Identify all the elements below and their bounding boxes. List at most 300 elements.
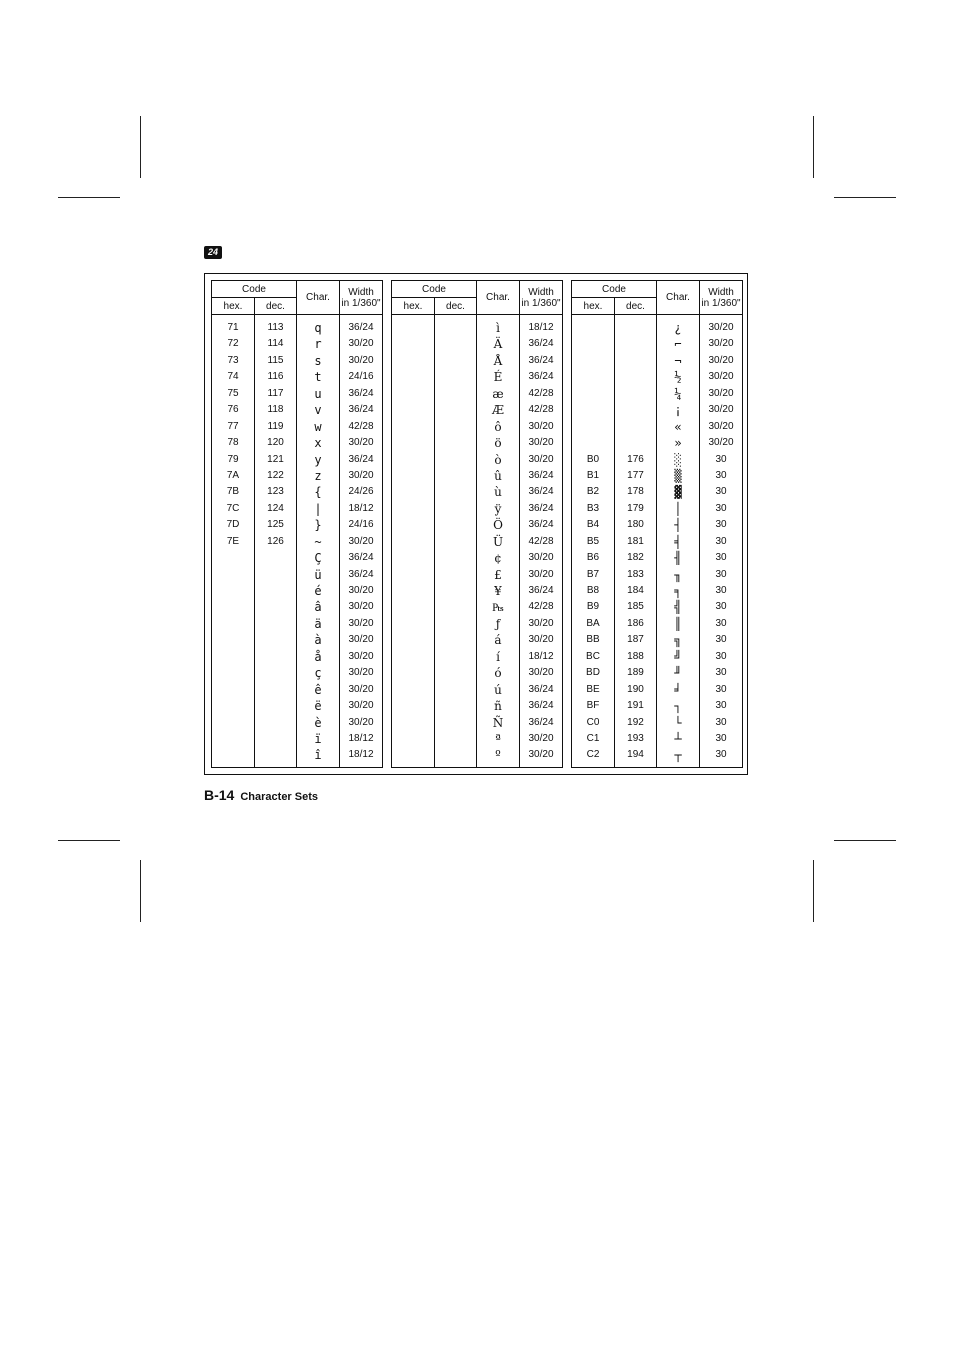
dec-value [255, 665, 296, 681]
char-glyph: ╛ [674, 682, 682, 697]
width-value: 36/24 [528, 486, 554, 498]
width-value: 30 [715, 667, 727, 679]
dec-value: 191 [627, 700, 644, 712]
dec-value [255, 599, 296, 615]
width-value: 30 [715, 486, 727, 498]
page-number: B-14 [204, 787, 235, 803]
char-glyph: │ [674, 501, 682, 516]
char-glyph: Å [493, 353, 503, 368]
width-header [700, 281, 743, 315]
dec-column [615, 315, 657, 768]
char-glyph: ┬ [674, 748, 682, 763]
hex-header: hex. [212, 298, 255, 315]
width-value: 30 [715, 700, 727, 712]
char-glyph: w [314, 419, 322, 434]
dec-header: dec. [435, 298, 477, 315]
dec-value: 125 [267, 519, 284, 531]
crop-mark [834, 840, 896, 841]
width-value: 18/12 [348, 749, 374, 761]
dec-value [435, 715, 476, 731]
width-value: 36/24 [528, 700, 554, 712]
char-glyph: é [314, 584, 322, 598]
char-glyph: ╝ [674, 649, 682, 664]
crop-mark [140, 860, 141, 922]
hex-value [572, 320, 614, 336]
code-header: Code [212, 281, 297, 298]
width-value: 42/28 [528, 535, 554, 547]
width-value: 30 [715, 601, 727, 613]
dec-value [435, 320, 476, 336]
hex-value [212, 567, 254, 583]
dec-value: 194 [627, 749, 644, 761]
char-glyph: ì [496, 321, 500, 335]
dec-value [435, 649, 476, 665]
width-value: 36/24 [348, 404, 374, 416]
width-value: 30 [715, 683, 727, 695]
hex-value: BA [586, 617, 600, 629]
hex-value [392, 452, 434, 468]
hex-value [572, 402, 614, 418]
hex-value: B2 [586, 486, 600, 498]
width-value: 30/20 [348, 601, 374, 613]
char-column [657, 315, 700, 768]
char-glyph: } [314, 518, 322, 533]
width-value: 36/24 [528, 371, 554, 383]
hex-value [212, 599, 254, 615]
width-value: 36/24 [348, 568, 374, 580]
width-header-line2: in 1/360" [701, 297, 741, 309]
hex-value [392, 369, 434, 385]
width-value: 36/24 [528, 338, 554, 350]
char-header: Char. [477, 281, 520, 315]
char-glyph: q [314, 321, 322, 335]
width-header-line1: Width [348, 286, 374, 298]
hex-value [392, 386, 434, 402]
dec-value [435, 632, 476, 648]
hex-value: B3 [586, 502, 600, 514]
char-glyph: ô [494, 419, 502, 434]
dec-value [435, 731, 476, 747]
hex-value [392, 517, 434, 533]
char-glyph: ¼ [674, 386, 682, 401]
char-glyph: ┴ [674, 731, 682, 746]
page-footer [204, 787, 318, 805]
dec-value [435, 435, 476, 451]
hex-value: B1 [586, 469, 600, 481]
width-value: 30/20 [348, 535, 374, 547]
char-glyph: ¡ [674, 403, 682, 418]
width-value: 36/24 [528, 354, 554, 366]
dec-value: 118 [267, 404, 284, 416]
hex-value: B8 [586, 585, 600, 596]
width-header-line1: Width [528, 286, 554, 298]
crop-mark [834, 197, 896, 198]
char-glyph: ½ [674, 370, 682, 385]
char-glyph: └ [674, 715, 682, 730]
char-glyph: ⌐ [674, 337, 682, 352]
char-glyph: ¬ [674, 353, 682, 368]
dec-value: 176 [627, 453, 644, 465]
dec-value: 179 [627, 502, 644, 514]
hex-value: B5 [586, 535, 600, 547]
width-value: 30/20 [348, 354, 374, 366]
hex-value [212, 649, 254, 665]
hex-value [212, 665, 254, 681]
hex-value: B6 [586, 552, 600, 564]
dec-value [255, 583, 296, 599]
hex-value: 77 [227, 420, 239, 432]
crop-mark [813, 116, 814, 178]
dec-value: 190 [627, 683, 644, 695]
hex-value: 7C [226, 502, 240, 514]
hex-value: B4 [586, 519, 600, 531]
dec-value: 193 [627, 732, 644, 744]
hex-value [392, 747, 434, 763]
width-value: 36/24 [528, 683, 554, 695]
char-glyph: Æ [491, 403, 504, 418]
hex-value [392, 715, 434, 731]
char-glyph: ¢ [494, 551, 502, 566]
dec-value [435, 616, 476, 632]
dec-value [255, 632, 296, 648]
dec-value: 119 [267, 420, 284, 432]
char-glyph: ¿ [674, 321, 682, 335]
hex-value [392, 698, 434, 714]
hex-value [392, 649, 434, 665]
char-glyph: å [314, 649, 322, 664]
character-table-1 [211, 280, 383, 768]
dec-value [615, 353, 656, 369]
hex-value: 73 [227, 354, 239, 366]
dec-value [435, 599, 476, 615]
dec-value [615, 402, 656, 418]
hex-value [392, 419, 434, 435]
char-glyph: » [674, 436, 682, 451]
hex-value: 7D [226, 519, 240, 531]
char-glyph: z [314, 468, 322, 483]
dec-value: 121 [267, 453, 284, 465]
dec-value: 116 [267, 371, 284, 383]
hex-value [572, 369, 614, 385]
hex-value: 76 [227, 404, 239, 416]
hex-value [392, 682, 434, 698]
width-value: 30/20 [528, 634, 554, 646]
char-glyph: ╕ [674, 584, 682, 598]
hex-value: 72 [227, 338, 239, 350]
dec-value [435, 484, 476, 500]
width-value: 24/16 [348, 519, 374, 531]
char-glyph: ù [494, 485, 502, 500]
dec-value [435, 682, 476, 698]
hex-value: 7E [226, 535, 240, 547]
width-value: 36/24 [528, 519, 554, 531]
width-value: 42/28 [348, 420, 374, 432]
hex-value [572, 336, 614, 352]
width-value: 30 [715, 502, 727, 514]
char-glyph: è [314, 715, 322, 730]
width-value: 30 [715, 552, 727, 564]
dec-value [255, 616, 296, 632]
hex-value [212, 632, 254, 648]
width-header [520, 281, 563, 315]
hex-value: 79 [227, 453, 239, 465]
dec-value: 181 [627, 535, 644, 547]
hex-value [572, 435, 614, 451]
char-glyph: u [314, 386, 322, 401]
crop-mark [58, 840, 120, 841]
width-value: 36/24 [348, 387, 374, 399]
width-column [340, 315, 383, 768]
dec-value: 192 [627, 716, 644, 728]
char-glyph: t [314, 370, 322, 385]
width-value: 30 [715, 453, 727, 465]
dec-value: 185 [627, 601, 644, 613]
hex-value [392, 336, 434, 352]
width-value: 30/20 [528, 453, 554, 465]
dec-value [435, 419, 476, 435]
width-value: 30/20 [348, 716, 374, 728]
width-value: 18/12 [348, 502, 374, 514]
char-glyph: ╡ [674, 534, 682, 549]
width-header-line1: Width [708, 286, 734, 298]
char-glyph: ç [314, 666, 322, 681]
hex-value [392, 599, 434, 615]
dec-value: 183 [627, 568, 644, 580]
hex-value [392, 534, 434, 550]
char-glyph: ÿ [494, 501, 502, 516]
hex-value [572, 419, 614, 435]
hex-column [572, 315, 615, 768]
char-glyph: û [494, 468, 502, 483]
width-value: 30/20 [708, 437, 734, 449]
hex-header: hex. [572, 298, 615, 315]
hex-value [212, 715, 254, 731]
hex-value: C2 [586, 749, 600, 761]
char-glyph: â [314, 600, 322, 615]
char-glyph: º [495, 748, 501, 763]
width-value: 30/20 [348, 634, 374, 646]
width-value: 30/20 [348, 617, 374, 629]
dec-value [615, 435, 656, 451]
width-value: 30 [715, 716, 727, 728]
width-column [700, 315, 743, 768]
dec-value [255, 698, 296, 714]
width-value: 30/20 [348, 683, 374, 695]
hex-value: C1 [586, 732, 600, 744]
dec-value [255, 731, 296, 747]
width-value: 36/24 [348, 453, 374, 465]
width-value: 18/12 [528, 650, 554, 662]
hex-value [572, 386, 614, 402]
char-glyph: ║ [674, 616, 682, 631]
width-value: 18/12 [528, 322, 554, 333]
width-value: 30/20 [708, 338, 734, 350]
dec-value [255, 649, 296, 665]
width-header-line2: in 1/360" [341, 297, 381, 309]
dec-value: 122 [267, 469, 284, 481]
width-value: 30/20 [528, 420, 554, 432]
dec-value: 120 [267, 437, 284, 449]
char-glyph: ╢ [674, 551, 682, 566]
hex-value [212, 583, 254, 599]
char-glyph: ¥ [494, 584, 502, 598]
dec-value: 184 [627, 585, 644, 596]
dec-value [435, 468, 476, 484]
width-value: 30/20 [528, 749, 554, 761]
char-glyph: ░ [674, 452, 682, 467]
dec-value [615, 320, 656, 336]
char-glyph: ╗ [674, 633, 682, 648]
dec-value [255, 567, 296, 583]
character-table-2 [391, 280, 563, 768]
hex-value [392, 632, 434, 648]
width-value: 36/24 [528, 469, 554, 481]
char-glyph: É [493, 370, 503, 385]
width-value: 30 [715, 469, 727, 481]
char-glyph: ▓ [674, 485, 682, 500]
width-value: 30/20 [528, 568, 554, 580]
dec-value [435, 501, 476, 517]
hex-value: BB [586, 634, 600, 646]
hex-column [212, 315, 255, 768]
dec-value [435, 534, 476, 550]
hex-value: 74 [227, 371, 239, 383]
dec-value: 113 [267, 322, 284, 333]
code-header: Code [392, 281, 477, 298]
width-value: 30/20 [528, 667, 554, 679]
width-value: 30/20 [708, 354, 734, 366]
hex-value [392, 665, 434, 681]
hex-value [212, 550, 254, 566]
char-glyph: Ä [493, 337, 503, 352]
dec-value [435, 747, 476, 763]
hex-value [392, 567, 434, 583]
char-glyph: ┤ [674, 518, 682, 533]
code-header: Code [572, 281, 657, 298]
width-value: 24/16 [348, 371, 374, 383]
hex-value [392, 731, 434, 747]
char-glyph: { [314, 485, 322, 500]
width-value: 30/20 [348, 667, 374, 679]
char-glyph: ó [494, 666, 502, 681]
dec-value: 123 [267, 486, 284, 498]
hex-value [212, 682, 254, 698]
width-value: 30/20 [708, 420, 734, 432]
char-glyph: v [314, 403, 322, 418]
width-value: 30 [715, 568, 727, 580]
dec-value: 187 [627, 634, 644, 646]
hex-column [392, 315, 435, 768]
hex-value [392, 550, 434, 566]
hex-value [212, 731, 254, 747]
dec-value [615, 369, 656, 385]
hex-value: 7B [226, 486, 240, 498]
hex-value [392, 616, 434, 632]
hex-value [392, 402, 434, 418]
width-value: 30/20 [348, 437, 374, 449]
hex-value: BD [586, 667, 600, 679]
dec-value [615, 386, 656, 402]
width-value: 30 [715, 617, 727, 629]
dec-value: 124 [267, 502, 284, 514]
section-title: Character Sets [240, 791, 319, 803]
char-glyph: ä [314, 616, 322, 631]
width-value: 30 [715, 535, 727, 547]
hex-value: B9 [586, 601, 600, 613]
dec-value: 189 [627, 667, 644, 679]
hex-value: 71 [227, 322, 239, 333]
hex-value: B0 [586, 453, 600, 465]
width-value: 30/20 [348, 585, 374, 596]
dec-value: 114 [267, 338, 284, 350]
hex-value [392, 468, 434, 484]
width-value: 36/24 [348, 322, 374, 333]
width-value: 36/24 [348, 552, 374, 564]
dec-value: 178 [627, 486, 644, 498]
width-value: 30/20 [708, 371, 734, 383]
char-glyph: ₧ [492, 600, 504, 615]
crop-mark [813, 860, 814, 922]
hex-value: BF [586, 700, 600, 712]
width-value: 30 [715, 585, 727, 596]
hex-value [392, 320, 434, 336]
hex-value: 7A [226, 469, 240, 481]
hex-header: hex. [392, 298, 435, 315]
char-glyph: ñ [494, 699, 502, 714]
width-value: 24/26 [348, 486, 374, 498]
width-value: 30/20 [528, 437, 554, 449]
width-header [340, 281, 383, 315]
char-glyph: ë [314, 699, 322, 714]
char-glyph: x [314, 436, 322, 451]
width-value: 36/24 [528, 716, 554, 728]
width-value: 30/20 [528, 617, 554, 629]
width-value: 30/20 [708, 404, 734, 416]
width-value: 42/28 [528, 387, 554, 399]
width-column [520, 315, 563, 768]
dec-value [615, 419, 656, 435]
hex-value [212, 698, 254, 714]
dec-value [435, 567, 476, 583]
crop-mark [140, 116, 141, 178]
width-header-line2: in 1/360" [521, 297, 561, 309]
width-value: 30/20 [708, 322, 734, 333]
dec-value: 188 [627, 650, 644, 662]
char-glyph: î [314, 748, 322, 763]
width-value: 30 [715, 749, 727, 761]
char-glyph: ê [314, 682, 322, 697]
hex-value: C0 [586, 716, 600, 728]
hex-value [212, 616, 254, 632]
dec-value: 115 [267, 354, 284, 366]
dec-value [255, 715, 296, 731]
dec-value [255, 682, 296, 698]
dec-value: 177 [627, 469, 644, 481]
char-column [477, 315, 520, 768]
char-glyph: Ö [493, 518, 503, 533]
char-glyph: ú [494, 682, 502, 697]
dec-value [435, 353, 476, 369]
char-glyph: á [494, 633, 502, 648]
width-value: 30 [715, 519, 727, 531]
char-glyph: ╜ [674, 666, 682, 681]
char-glyph: Ñ [492, 715, 504, 730]
char-glyph: y [314, 452, 322, 467]
hex-value [212, 747, 254, 763]
width-value: 30/20 [708, 387, 734, 399]
dec-value [255, 747, 296, 763]
dec-value [435, 550, 476, 566]
